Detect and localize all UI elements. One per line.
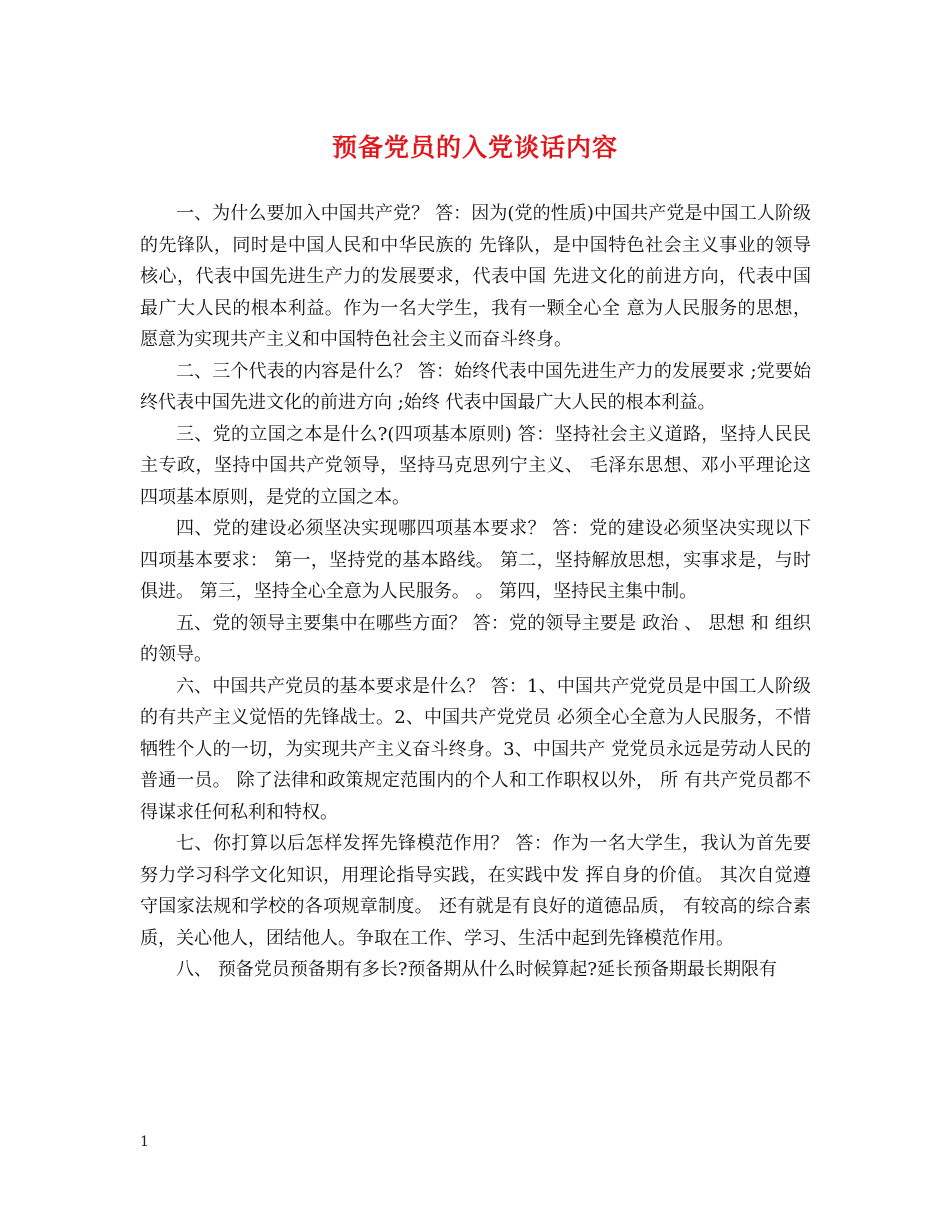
paragraph-5: 五、党的领导主要集中在哪些方面？ 答：党的领导主要是 政治 、 思想 和 组织 的领导。 xyxy=(140,612,811,665)
paragraph-4: 四、党的建设必须坚决实现哪四项基本要求？ 答：党的建设必须坚决实现以下四项基本要求： 第一，坚持党的基本路线。 第二，坚持解放思想，实事求是，与时俱进。 第三，坚持全心全意为人民服务。 。 第四，坚持民主集中制。 xyxy=(140,518,811,602)
document-body xyxy=(140,198,811,986)
paragraph-1: 一、为什么要加入中国共产党？ 答：因为(党的性质)中国共产党是中国工人阶级的先锋队，同时是中国人民和中华民族的 先锋队，是中国特色社会主义事业的领导核心，代表中国先进生产力的发展要求，代表中国 先进文化的前进方向，代表中国最广大人民的根本利益。作为一名大学生，我有一颗全心全 意为人民服务的思想，愿意为实现共产主义和中国特色社会主义而奋斗终身。 xyxy=(140,203,811,350)
paragraph-3: 三、党的立国之本是什么?(四项基本原则) 答：坚持社会主义道路，坚持人民民主专政，坚持中国共产党领导，坚持马克思列宁主义、 毛泽东思想、邓小平理论这四项基本原则，是党的立国之本。 xyxy=(140,423,811,508)
paragraph-2: 二、三个代表的内容是什么？ 答：始终代表中国先进生产力的发展要求 ;党要始终代表中国先进文化的前进方向 ;始终 代表中国最广大人民的根本利益。 xyxy=(140,360,811,413)
document-title: 预备党员的入党谈话内容 xyxy=(331,133,618,162)
page-number: 1 xyxy=(140,1134,149,1150)
paragraph-8: 八、 预备党员预备期有多长?预备期从什么时候算起?延长预备期最长期限有 xyxy=(176,959,778,980)
paragraph-7: 七、你打算以后怎样发挥先锋模范作用？ 答：作为一名大学生，我认为首先要努力学习科学文化知识，用理论指导实践，在实践中发 挥自身的价值。 其次自觉遵守国家法规和学校的各项规章制度。 还有就是有良好的道德品质， 有较高的综合素质，关心他人，团结他人。争取在工作、学习、生活中起到先锋模范作用。 xyxy=(140,833,811,949)
paragraph-6: 六、中国共产党员的基本要求是什么？ 答：1、中国共产党党员是中国工人阶级的有共产主义觉悟的先锋战士。2、中国共产党党员 必须全心全意为人民服务，不惜牺牲个人的一切，为实现共产主义奋斗终身。3、中国共产 党党员永远是劳动人民的普通一员。 除了法律和政策规定范围内的个人和工作职权以外， 所 有共产党员都不得谋求任何私利和特权。 xyxy=(140,675,811,823)
